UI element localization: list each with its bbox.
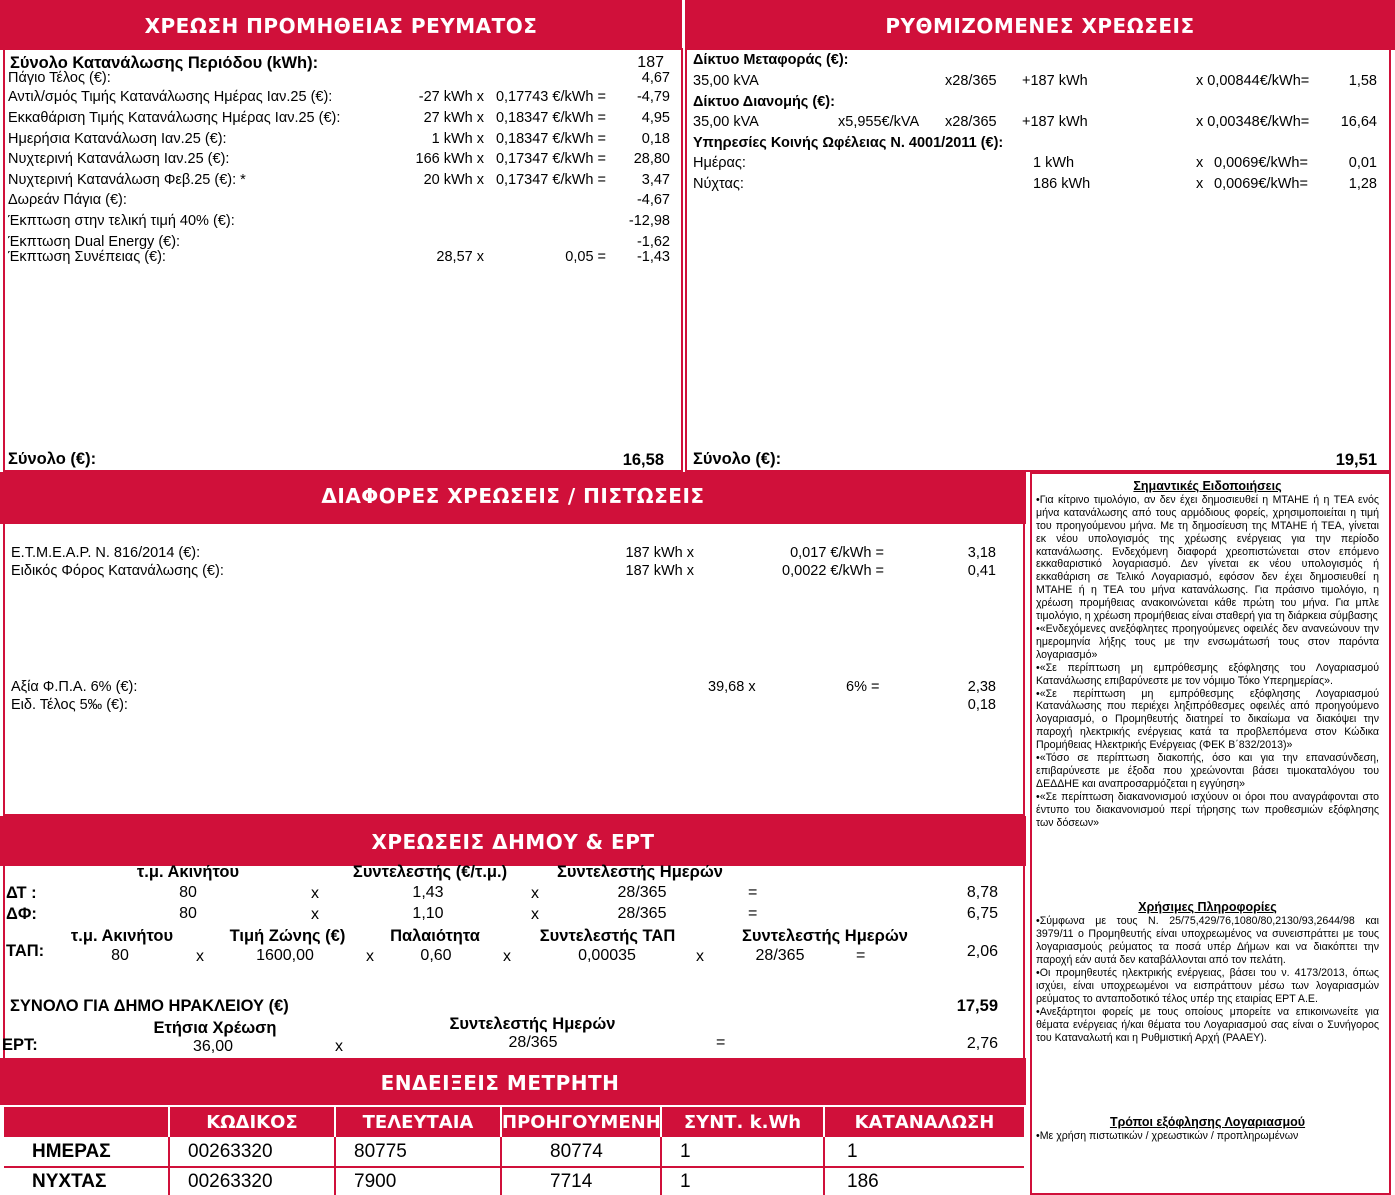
supply-row-amount: 28,80 [633,151,670,167]
df-coef: 1,10 [412,905,444,922]
transmission-rate: x 0,00844€/kWh= [1196,73,1310,89]
payment-title: Τρόποι εξόφλησης Λογαριασμού [1109,1115,1306,1130]
ert-annual: 36,00 [192,1038,234,1055]
pso-night-amount: 1,28 [1348,176,1377,192]
useful-title: Χρήσιμες Πληροφορίες [1138,900,1277,915]
misc-row-label: Ε.Τ.Μ.Ε.Α.Ρ. Ν. 816/2014 (€): [11,545,201,561]
supply-row-amount: -12,98 [628,213,670,229]
supply-row-rate: 0,17347 €/kWh = [495,172,606,188]
misc-row-qty: 187 kWh x [625,563,694,579]
h-coef: Συντελεστής (€/τ.μ.) [352,863,508,881]
meter-table [4,1107,1024,1195]
ert-label: ΕΡΤ: [2,1036,38,1054]
df-label: ΔΦ: [6,905,37,923]
dt-days: 28/365 [617,884,667,901]
meter-col-code: ΚΩΔΙΚΟΣ [169,1107,335,1137]
meter-code: 00263320 [169,1137,335,1167]
supply-row-amount: -1,43 [636,249,670,265]
distribution-rate: x 0,00348€/kWh= [1196,114,1310,130]
transmission-label: Δίκτυο Μεταφοράς (€): [693,52,849,68]
distribution-kva: 35,00 kVA [693,114,759,130]
useful-list [1036,915,1379,1044]
supply-total-kwh-label: Σύνολο Κατανάλωσης Περιόδου (kWh): [10,54,319,72]
regulated-box [685,48,1391,472]
pso-night-x: x [1196,176,1204,192]
supply-row-rate: 0,17347 €/kWh = [495,151,606,167]
supply-row-qty: -27 kWh x [418,89,484,105]
meter-row-label: ΝΥΧΤΑΣ [4,1167,169,1195]
note-paragraph: •«Σε περίπτωση μη εμπρόθεσμης εξόφλησης του Λογαριασμού Κατανάλωσης επιβαρύνεστε με τον νόμιμο Τόκο Υπερημερίας». [1036,661,1379,687]
dt-amount: 8,78 [966,884,998,901]
supply-row-label: Αντιλ/σμός Τιμής Κατανάλωσης Ημέρας Ιαν.25 (€): [8,89,333,105]
dt-coef: 1,43 [412,884,444,901]
vat-base: 39,68 x [708,679,756,695]
supply-row-qty: 1 kWh x [431,131,484,147]
tap-x1: x [196,948,204,965]
distribution-amount: 16,64 [1340,114,1377,130]
transmission-days: x28/365 [945,73,997,89]
pso-night-rate: 0,0069€/kWh= [1214,176,1308,192]
tap-amount: 2,06 [966,943,998,960]
distribution-label: Δίκτυο Διανομής (€): [693,94,835,110]
note-paragraph: •«Σε περίπτωση διακανονισμού ισχύουν οι όροι που αναγράφονται στο έντυπο του διακανονισμού περί τήρησης των προθεσμιών εξόφλησης των δόσεων» [1036,790,1379,829]
supply-row-amount: 4,67 [641,70,670,86]
note-paragraph: •«Τόσο σε περίπτωση διακοπής, όσο και για την επανασύνδεση, επιβαρύνεστε με έξοδα που χρεώνονται βάσει τιμοκαταλόγου του ΔΕΔΔΗΕ και αναπροσαρμόζεται η εγγύηση» [1036,752,1379,790]
meter-coef: 1 [661,1137,824,1167]
note-paragraph: •Για κίτρινο τιμολόγιο, αν δεν έχει δημοσιευθεί η ΜΤΑΗΕ ή η ΤΕΑ ενός μήνα κατανάλωσης από τους αρμόδιους φορείς, χρησιμοποιείται η τιμή του προηγούμενου μήνα. Με τη δημοσίευση της ΜΤΑΗΕ ή ΤΕΑ, γίνεται εκ νέου υπολογισμός της χρέωσης ενέργειας για την περίοδο κατανάλωσης. Ενδεχόμενη διαφορά χρεοπιστώνεται στον επόμενο εκκαθαριστικό λογαριασμό. Δεν γίνεται εκ νέου υπολογισμός ή εκκαθάριση σε Τελικό Λογαριασμό, εφόσον δεν έχει δημοσιευθεί η ΜΤΑΗΕ ή η ΤΕΑ του μήνα κατανάλωσης. Για πράσινο τιμολόγιο, η χρέωση προμήθειας ανακοινώνεται κάθε πρώτη του μήνα. Για μπλε τιμολόγιο, η χρέωση προμήθειας είναι σταθερή για τη διάρκεια σύμβασης [1036,493,1379,623]
tap-area: 80 [111,947,129,964]
stamp-amount: 0,18 [967,697,996,713]
transmission-kwh: +187 kWh [1022,73,1088,89]
municipal-total-value: 17,59 [956,997,998,1015]
misc-header: ΔΙΑΦΟΡΕΣ ΧΡΕΩΣΕΙΣ / ΠΙΣΤΩΣΕΙΣ [321,484,705,508]
dt-label: ΔΤ : [6,884,37,902]
pso-day-amount: 0,01 [1348,155,1377,171]
vat-label: Αξία Φ.Π.Α. 6% (€): [11,679,138,695]
municipal-header: ΧΡΕΩΣΕΙΣ ΔΗΜΟΥ & ΕΡΤ [371,830,655,854]
supply-row-rate: 0,17743 €/kWh = [495,89,606,105]
df-x1: x [311,906,319,923]
stamp-label: Ειδ. Τέλος 5‰ (€): [11,697,128,713]
dt-x2: x [531,885,539,902]
pso-day-kwh: 1 kWh [1033,155,1075,171]
meter-header-row [4,1107,1024,1137]
ert-x: x [335,1038,343,1055]
note-paragraph: •Οι προμηθευτές ηλεκτρικής ενέργειας, βάσει του ν. 4173/2013, όπως ισχύει, είναι υποχρεωμένοι να εισπράττουν μέσω των λογαριασμών ρεύματος το ανταποδοτικό τέλος υπέρ της εταιρίας ΕΡΤ Α.Ε. [1036,967,1379,1005]
misc-row-rate: 0,0022 €/kWh = [782,563,884,579]
meter-row-label: ΗΜΕΡΑΣ [4,1137,169,1167]
supply-row-qty: 27 kWh x [423,110,484,126]
supply-row-label: Έκπτωση Συνέπειας (€): [8,249,166,265]
regulated-total-label: Σύνολο (€): [693,450,782,468]
transmission-kva: 35,00 kVA [693,73,759,89]
regulated-total-value: 19,51 [1335,451,1377,469]
supply-row-amount: -4,79 [636,89,670,105]
supply-row-label: Δωρεάν Πάγια (€): [8,192,127,208]
supply-total-value: 16,58 [622,451,664,469]
meter-coef: 1 [661,1167,824,1195]
tap-zone: 1600,00 [256,947,314,964]
notes-panel [1030,472,1391,1195]
tap-h-coef: Συντελεστής ΤΑΠ [539,927,676,945]
note-paragraph: •«Σε περίπτωση μη εμπρόθεσμης εξόφλησης Λογαριασμού Κατανάλωσης που περιέχει ληξιπρόθεσμες οφειλές από προηγούμενο λογαριασμό, ο Προμηθευτής διατηρεί το δικαίωμα να διακόψει την παροχή ηλεκτρικής ενέργειας κατά τα προβλεπόμενα στον Κώδικα Προμήθειας Ηλεκτρικής Ενέργειας (ΦΕΚ Β΄832/2013)» [1036,687,1379,752]
pso-day-x: x [1196,155,1204,171]
misc-row-qty: 187 kWh x [625,545,694,561]
meter-consumption: 1 [824,1137,1024,1167]
tap-h-zone: Τιμή Ζώνης (€) [229,927,346,945]
table-row [4,1167,1024,1195]
meter-last: 80775 [335,1137,501,1167]
meter-code: 00263320 [169,1167,335,1195]
supply-row-amount: 4,95 [641,110,670,126]
h-days: Συντελεστής Ημερών [557,863,723,881]
misc-row-rate: 0,017 €/kWh = [790,545,884,561]
tap-eq: = [856,947,866,964]
df-x2: x [531,906,539,923]
supply-row-qty: 28,57 x [436,249,484,265]
h-area: τ.μ. Ακινήτου [136,863,240,881]
supply-row-label: Έκπτωση Dual Energy (€): [8,234,181,250]
ert-h-annual: Ετήσια Χρέωση [153,1019,277,1037]
regulated-header: ΡΥΘΜΙΖΟΜΕΝΕΣ ΧΡΕΩΣΕΙΣ [885,14,1195,38]
supply-row-amount: -1,62 [636,234,670,250]
supply-row-amount: 3,47 [641,172,670,188]
note-paragraph: •Ανεξάρτητοι φορείς με τους οποίους μπορείτε να επικοινωνείτε για θέματα ενέργειας ή/και θέματα του Λογαριασμού σας είναι ο Συνήγορος του Καταναλωτή και η Ρυθμιστική Αρχή (ΡΑΑΕΥ). [1036,1005,1379,1044]
df-eq: = [748,905,758,922]
misc-row-amount: 3,18 [967,545,996,561]
supply-total-label: Σύνολο (€): [8,450,97,468]
supply-row-label: Ημερήσια Κατανάλωση Ιαν.25 (€): [8,131,227,147]
tap-h-age: Παλαιότητα [390,927,480,945]
supply-row-label: Έκπτωση στην τελική τιμή 40% (€): [8,213,235,229]
supply-row-label: Νυχτερινή Κατανάλωση Ιαν.25 (€): [8,151,230,167]
ert-amount: 2,76 [966,1035,998,1052]
tap-x2: x [366,948,374,965]
ert-days: 28/365 [508,1034,558,1051]
note-paragraph: •«Ενδεχόμενες ανεξόφλητες προηγούμενες οφειλές δεν ανανεώνουν την ημερομηνία λήξης τους με την ενσωμάτωσή τους στον παρόντα λογαριασμό» [1036,622,1379,661]
pso-night-label: Νύχτας: [693,176,744,192]
dt-area: 80 [179,884,197,901]
meter-col-consumption: ΚΑΤΑΝΑΛΩΣΗ [824,1107,1024,1137]
meter-previous: 7714 [501,1167,661,1195]
df-area: 80 [179,905,197,922]
pso-label: Υπηρεσίες Κοινής Ωφέλειας Ν. 4001/2011 (€): [693,135,1004,151]
municipal-total-label: ΣΥΝΟΛΟ ΓΙΑ ΔΗΜΟ ΗΡΑΚΛΕΙΟΥ (€) [10,997,289,1015]
dt-x1: x [311,885,319,902]
supply-row-label: Νυχτερινή Κατανάλωση Φεβ.25 (€): * [8,172,246,188]
ert-eq: = [716,1034,726,1051]
supply-row-qty: 20 kWh x [423,172,484,188]
df-amount: 6,75 [966,905,998,922]
meter-consumption: 186 [824,1167,1024,1195]
notes-content [1036,474,1379,1143]
meter-col-coef: ΣΥΝΤ. k.Wh [661,1107,824,1137]
meter-previous: 80774 [501,1137,661,1167]
misc-row-label: Ειδικός Φόρος Κατανάλωσης (€): [11,563,224,579]
supply-row-label: Πάγιο Τέλος (€): [8,70,111,86]
dt-eq: = [748,884,758,901]
supply-row-amount: 0,18 [641,131,670,147]
pso-day-label: Ημέρας: [693,155,746,171]
meter-col-blank [4,1107,169,1137]
payment-first-line: •Με χρήση πιστωτικών / χρεωστικών / προπληρωμένων [1036,1130,1299,1143]
important-title: Σημαντικές Ειδοποιήσεις [1133,479,1282,493]
meter-col-last: ΤΕΛΕΥΤΑΙΑ [335,1107,501,1137]
supply-header: ΧΡΕΩΣΗ ΠΡΟΜΗΘΕΙΑΣ ΡΕΥΜΑΤΟΣ [144,14,538,38]
supply-row-qty: 166 kWh x [415,151,484,167]
supply-row-rate: 0,05 = [565,249,606,265]
tap-coef: 0,00035 [578,947,636,964]
supply-row-amount: -4,67 [636,192,670,208]
transmission-amount: 1,58 [1348,73,1377,89]
note-paragraph: •Σύμφωνα με τους Ν. 25/75,429/76,1080/80,2130/93,2644/98 και 3979/11 ο Προμηθευτής είναι υποχρεωμένος να συνεισπράττει με τους λογαριασμούς ρεύματος τα ποσά υπέρ Δήμων και να διακόπτει την παροχή εάν αυτά δεν καταβάλλονται από τον πελάτη. [1036,915,1379,967]
table-row [4,1137,1024,1167]
meter-header: ΕΝΔΕΙΞΕΙΣ ΜΕΤΡΗΤΗ [380,1071,620,1095]
important-list [1036,494,1379,830]
meter-last: 7900 [335,1167,501,1195]
vat-pct: 6% = [846,679,880,695]
ert-h-days: Συντελεστής Ημερών [449,1015,616,1033]
misc-row-amount: 0,41 [967,563,996,579]
distribution-kva-rate: x5,955€/kVA [838,114,920,130]
tap-age: 0,60 [420,947,452,964]
tap-h-days: Συντελεστής Ημερών [742,927,908,945]
supply-total-kwh-value: 187 [637,54,664,71]
tap-h-area: τ.μ. Ακινήτου [70,927,174,945]
distribution-kwh: +187 kWh [1022,114,1088,130]
supply-row-rate: 0,18347 €/kWh = [495,110,606,126]
meter-col-previous: ΠΡΟΗΓΟΥΜΕΝΗ [501,1107,661,1137]
pso-day-rate: 0,0069€/kWh= [1214,155,1308,171]
df-days: 28/365 [617,905,667,922]
vat-amount: 2,38 [967,679,996,695]
distribution-days: x28/365 [945,114,997,130]
tap-label: ΤΑΠ: [6,942,45,960]
tap-x3: x [503,948,511,965]
supply-row-rate: 0,18347 €/kWh = [495,131,606,147]
supply-row-label: Εκκαθάριση Τιμής Κατανάλωσης Ημέρας Ιαν.25 (€): [8,110,341,126]
pso-night-kwh: 186 kWh [1033,176,1091,192]
tap-days: 28/365 [755,947,805,964]
tap-x4: x [696,948,704,965]
